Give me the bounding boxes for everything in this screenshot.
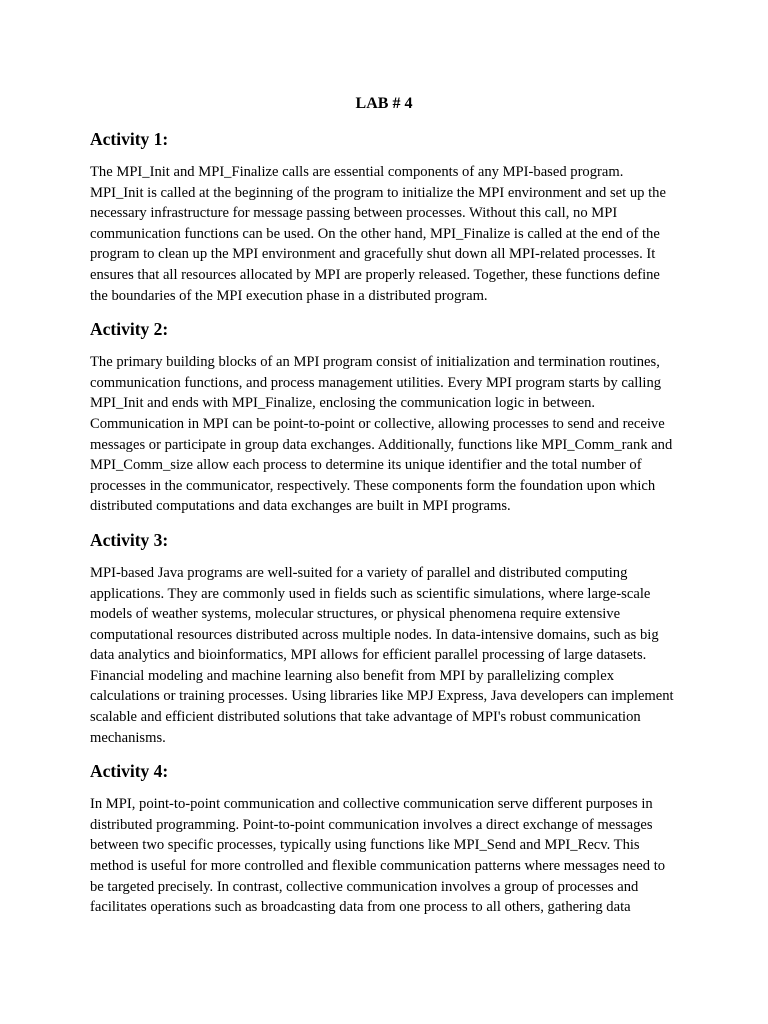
activity-4-heading: Activity 4: — [90, 761, 169, 782]
activity-1-section — [90, 128, 678, 306]
activity-3-section — [90, 529, 678, 748]
activity-3-heading: Activity 3: — [90, 529, 169, 550]
activity-3-paragraph: MPI-based Java programs are well-suited for a variety of parallel and distributed computing applications. They are commonly used in fields such as scientific simulations, where large-scale models of weather systems, molecular structures, or physical phenomena require extensive computational resources distributed across multiple nodes. In data-intensive domains, such as big data analytics and bioinformatics, MPI allows for efficient parallel processing of large datasets. Financial modeling and machine learning also benefit from MPI by parallelizing complex calculations or training processes. Using libraries like MPJ Express, Java developers can implement scalable and efficient distributed solutions that take advantage of MPI's robust communication mechanisms. — [90, 564, 674, 746]
activity-1-heading: Activity 1: — [90, 129, 169, 149]
document-content — [90, 90, 678, 930]
activity-2-paragraph: The primary building blocks of an MPI program consist of initialization and termination routines, communication functions, and process management utilities. Every MPI program starts by calling MPI_Init and ends with MPI_Finalize, enclosing the communication logic in between. Communication in MPI can be point-to-point or collective, allowing processes to send and receive messages or participate in group data exchanges. Additionally, functions like MPI_Comm_rank and MPI_Comm_size allow each process to determine its unique identifier and the total number of processes in the communicator, respectively. These components form the foundation upon which distributed computations and data exchanges are built in MPI programs. — [90, 354, 673, 515]
activity-2-section — [90, 318, 678, 517]
activity-1-paragraph: The MPI_Init and MPI_Finalize calls are essential components of any MPI-based program. MPI_Init is called at the beginning of the program to initialize the MPI environment and set up the necessary infrastructure for message passing between processes. Without this call, no MPI communication functions can be used. On the other hand, MPI_Finalize is called at the end of the program to clean up the MPI environment and gracefully shut down all MPI-related processes. It ensures that all resources allocated by MPI are properly released. Together, these functions define the boundaries of the MPI execution phase in a distributed program. — [90, 164, 666, 304]
document-title: LAB # 4 — [355, 95, 413, 112]
activity-4-section — [90, 760, 678, 918]
activity-4-paragraph: In MPI, point-to-point communication and collective communication serve different purposes in distributed programming. Point-to-point communication involves a direct exchange of messages between two specific processes, typically using functions like MPI_Send and MPI_Recv. This method is useful for more controlled and flexible communication patterns where messages need to be targeted precisely. In contrast, collective communication involves a group of processes and facilitates operations such as broadcasting data from one process to all others, gathering data — [90, 796, 666, 916]
activity-2-heading: Activity 2: — [90, 319, 169, 340]
